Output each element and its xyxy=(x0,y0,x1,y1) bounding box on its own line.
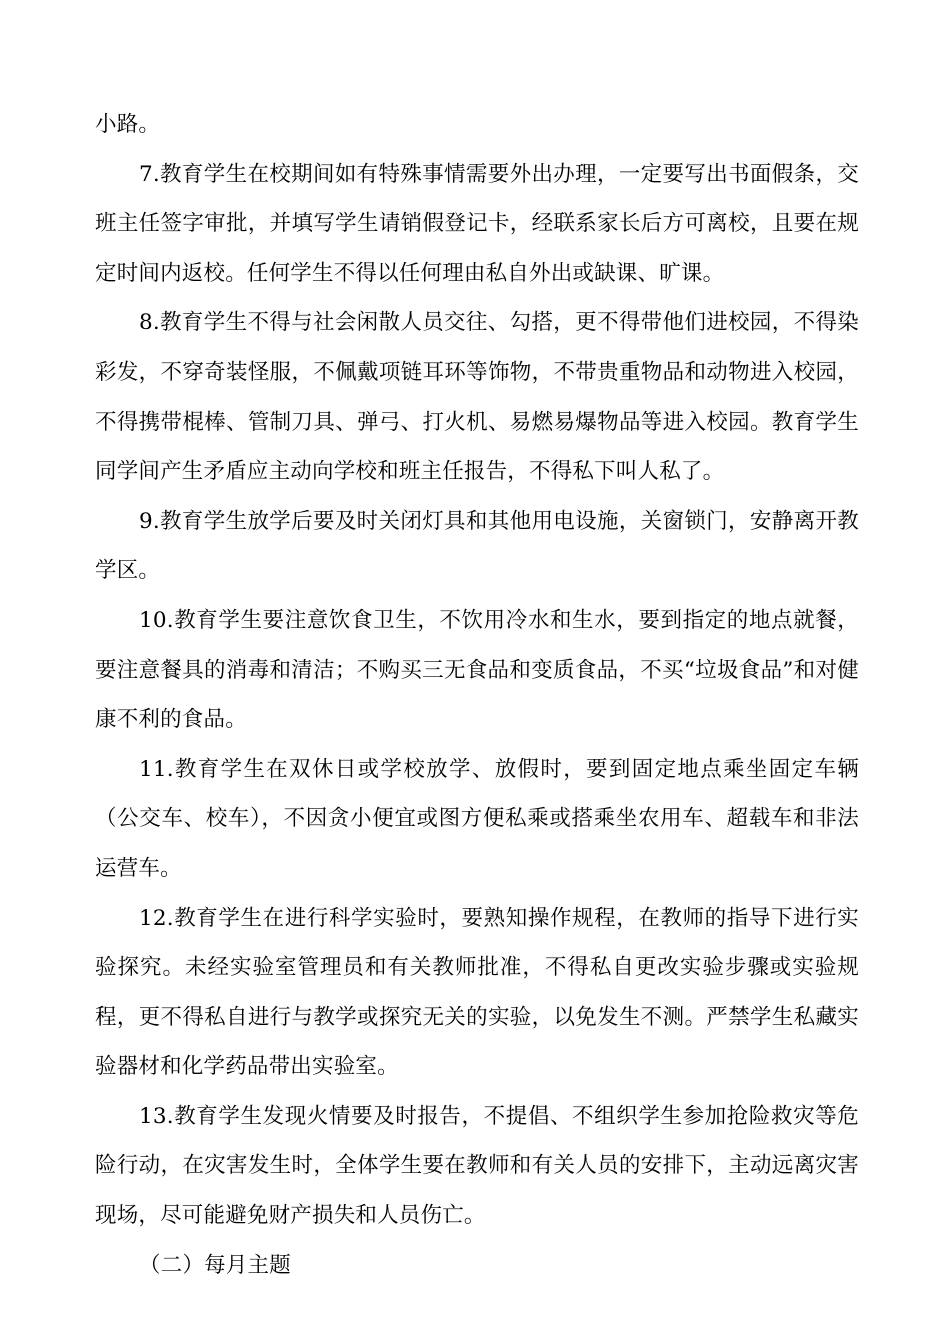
document-body xyxy=(95,100,859,1290)
paragraph-item-7: 7.教育学生在校期间如有特殊事情需要外出办理，一定要写出书面假条，交班主任签字审批，并填写学生请销假登记卡，经联系家长后方可离校，且要在规定时间内返校。任何学生不得以任何理由私自外出或缺课、旷课。 xyxy=(95,161,859,286)
paragraph-continuation: 小路。 xyxy=(95,112,161,137)
paragraph-item-11: 11.教育学生在双休日或学校放学、放假时，要到固定地点乘坐固定车辆（公交车、校车），不因贪小便宜或图方便私乘或搭乘坐农用车、超载车和非法运营车。 xyxy=(95,756,859,881)
paragraph-item-10: 10.教育学生要注意饮食卫生，不饮用冷水和生水，要到指定的地点就餐，要注意餐具的消毒和清洁；不购买三无食品和变质食品，不买“垃圾食品”和对健康不利的食品。 xyxy=(95,607,859,733)
paragraph-item-8: 8.教育学生不得与社会闲散人员交往、勾搭，更不得带他们进校园，不得染彩发，不穿奇装怪服，不佩戴项链耳环等饰物，不带贵重物品和动物进入校园，不得携带棍棒、管制刀具、弹弓、打火机、易燃易爆物品等进入校园。教育学生同学间产生矛盾应主动向学校和班主任报告，不得私下叫人私了。 xyxy=(95,310,859,485)
paragraph-item-12: 12.教育学生在进行科学实验时，要熟知操作规程，在教师的指导下进行实验探究。未经实验室管理员和有关教师批准，不得私自更改实验步骤或实验规程，更不得私自进行与教学或探究无关的实验，以免发生不测。严禁学生私藏实验器材和化学药品带出实验室。 xyxy=(95,905,859,1080)
section-heading: （二）每月主题 xyxy=(139,1252,291,1278)
paragraph-item-13: 13.教育学生发现火情要及时报告，不提倡、不组织学生参加抢险救灾等危险行动，在灾害发生时，全体学生要在教师和有关人员的安排下，主动远离灾害现场，尽可能避免财产损失和人员伤亡。 xyxy=(95,1103,859,1229)
paragraph-item-9: 9.教育学生放学后要及时关闭灯具和其他用电设施，关窗锁门，安静离开教学区。 xyxy=(95,508,859,584)
